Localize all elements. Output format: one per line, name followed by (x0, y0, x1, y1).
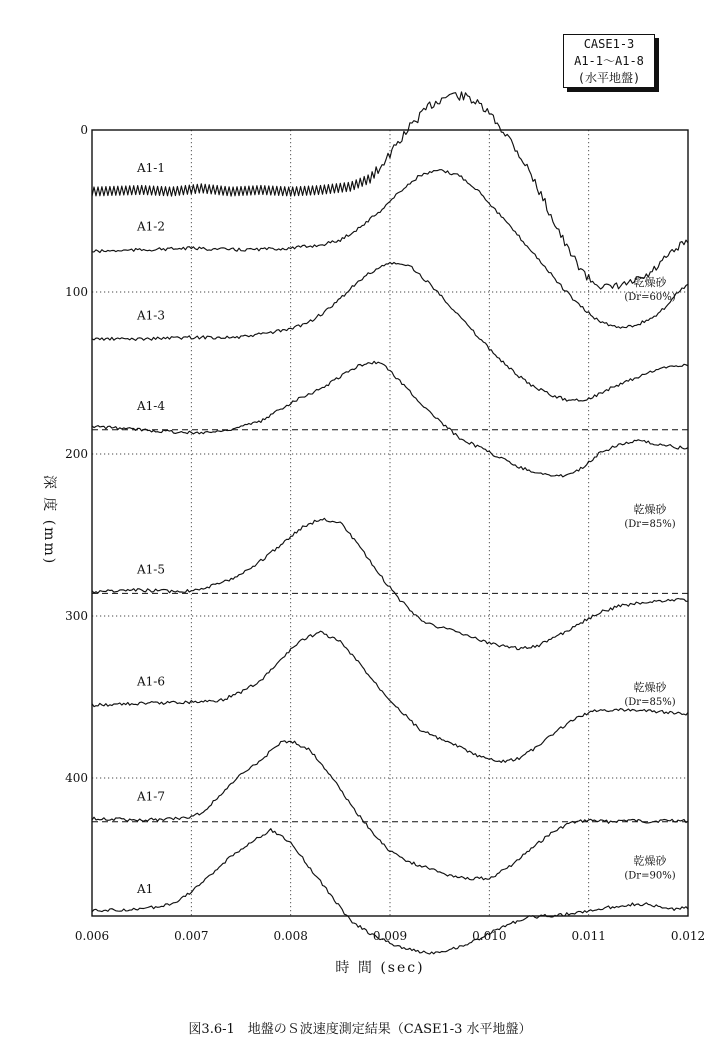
y-tick-label: 400 (65, 771, 88, 785)
series-label-a1-7: A1-7 (137, 789, 165, 804)
density-label: (Dr=85%) (624, 518, 676, 530)
y-tick-label: 200 (65, 447, 88, 461)
x-tick-label: 0.008 (273, 929, 308, 943)
waveform-a1-2 (92, 170, 688, 329)
y-axis-label: 深 度 (mm) (41, 474, 57, 566)
soil-type-label: 乾燥砂 (633, 854, 667, 868)
case-id: CASE1-3 (583, 37, 635, 51)
series-labels (136, 161, 165, 896)
sensor-range: A1-1～A1-8 (574, 54, 644, 68)
x-tick-label: 0.010 (472, 929, 507, 943)
series-label-a1-2: A1-2 (137, 219, 165, 234)
y-tick-labels (65, 123, 88, 785)
x-tick-labels (75, 929, 705, 943)
y-tick-label: 100 (65, 285, 88, 299)
x-tick-label: 0.006 (74, 929, 110, 943)
waveform-a1-3 (92, 262, 688, 401)
series-label-a1-4: A1-4 (137, 399, 165, 414)
y-tick-label: 0 (80, 123, 88, 137)
density-label: (Dr=85%) (624, 697, 676, 708)
x-tick-label: 0.009 (372, 929, 408, 943)
series-label-a1-5: A1-5 (137, 562, 165, 577)
density-label: (Dr=60%) (624, 292, 676, 303)
x-tick-label: 0.011 (571, 929, 606, 943)
series-label-a1: A1 (137, 881, 154, 896)
ground-type: (水平地盤) (577, 71, 641, 85)
x-axis-label: 時 間 (sec) (335, 960, 425, 976)
figure-caption: 図3.6-1 地盤のＳ波速度測定結果（CASE1-3 水平地盤） (188, 1022, 532, 1037)
series-label-a1-3: A1-3 (137, 308, 165, 323)
x-tick-label: 0.007 (174, 929, 209, 943)
series-label-a1-1: A1-1 (137, 160, 165, 175)
soil-type-label: 乾燥砂 (633, 502, 667, 516)
soil-type-label: 乾燥砂 (633, 276, 667, 289)
soil-annotations (624, 275, 675, 881)
density-label: (Dr=90%) (624, 870, 676, 882)
waveform-a1-5 (92, 518, 688, 649)
soil-type-label: 乾燥砂 (633, 681, 667, 694)
x-tick-label: 0.012 (670, 929, 706, 943)
grid-lines (92, 130, 688, 916)
y-tick-label: 300 (65, 609, 88, 623)
series-label-a1-6: A1-6 (137, 674, 165, 689)
